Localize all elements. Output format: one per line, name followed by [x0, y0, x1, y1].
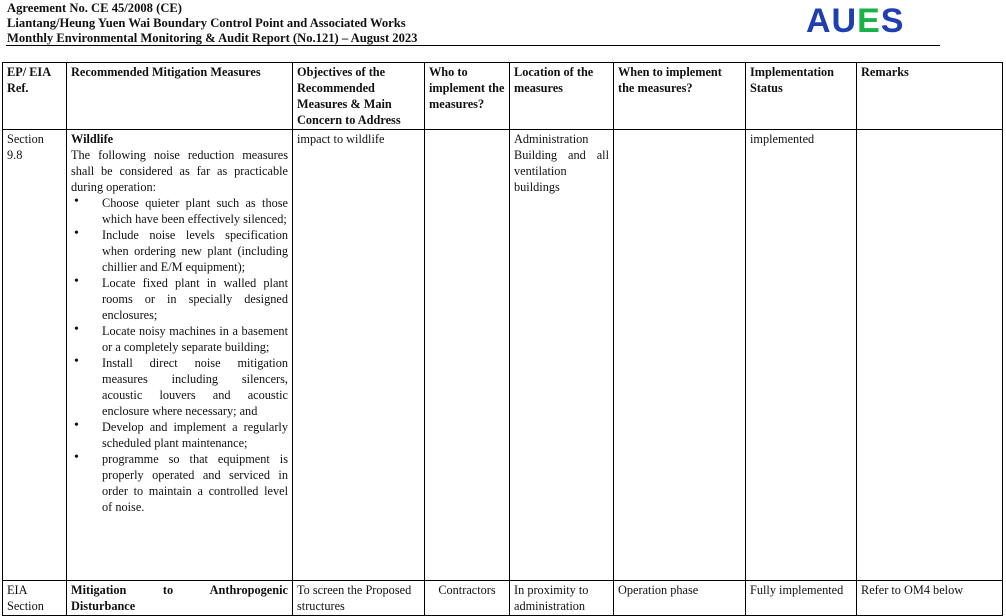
measure-intro: The following noise reduction measures shall be considered as far as practicable during operation:: [71, 148, 288, 194]
col-header-ref: EP/ EIA Ref.: [3, 63, 67, 130]
cell-when: Operation phase: [614, 581, 746, 616]
title-word: Anthropogenic: [209, 583, 288, 597]
measure-title-line: [71, 582, 288, 598]
list-item: • Locate fixed plant in walled plant rooms or in specially designed enclosures;: [71, 275, 288, 323]
cell-when: [614, 130, 746, 581]
col-header-remarks: Remarks: [857, 63, 1003, 130]
ref-line: Section: [7, 599, 44, 613]
cell-who: Contractors: [425, 581, 510, 616]
aues-logo: [806, 2, 904, 40]
list-item: • Locate noisy machines in a basement or a completely separate building;: [71, 323, 288, 355]
cell-remarks: [857, 130, 1003, 581]
document-header: [7, 1, 417, 46]
mitigation-measures-table: [2, 62, 1003, 616]
cell-ref: Section 9.8: [3, 130, 67, 581]
title-word: Mitigation: [71, 583, 127, 597]
measure-bullet-list: [71, 195, 288, 515]
list-item: • Include noise levels specification when ordering new plant (including chillier and E/M equipment);: [71, 227, 288, 275]
col-header-measures: Recommended Mitigation Measures: [67, 63, 293, 130]
header-divider: [6, 45, 940, 46]
logo-part-au: AU: [806, 2, 858, 40]
list-item: • programme so that equipment is properly operated and serviced in order to maintain a controlled level of noise.: [71, 451, 288, 515]
report-title: Monthly Environmental Monitoring & Audit Report (No.121) – August 2023: [7, 31, 418, 45]
measure-title-line: Disturbance: [71, 599, 136, 613]
cell-remarks: Refer to OM4 below: [857, 581, 1003, 616]
table-row-anthropogenic: [3, 581, 1003, 616]
logo-part-e: E: [857, 2, 881, 40]
cell-location: Administration Building and all ventilation buildings: [510, 130, 614, 581]
col-header-objectives: Objectives of the Recommended Measures & Main Concern to Address: [293, 63, 425, 130]
table-row-wildlife: [3, 130, 1003, 581]
cell-objectives: impact to wildlife: [293, 130, 425, 581]
col-header-status: Implementation Status: [746, 63, 857, 130]
project-title: Liantang/Heung Yuen Wai Boundary Control Point and Associated Works: [7, 16, 406, 30]
cell-measures: [67, 130, 293, 581]
cell-location: In proximity to administration: [510, 581, 614, 616]
cell-who: [425, 130, 510, 581]
cell-ref: [3, 581, 67, 616]
cell-status: Fully implemented: [746, 581, 857, 616]
title-word: to: [162, 583, 174, 597]
list-item: • Choose quieter plant such as those which have been effectively silenced;: [71, 195, 288, 227]
col-header-who: Who to implement the measures?: [425, 63, 510, 130]
cell-measures: [67, 581, 293, 616]
logo-part-s: S: [880, 2, 905, 40]
list-item: • Develop and implement a regularly scheduled plant maintenance;: [71, 419, 288, 451]
table-header-row: [3, 63, 1003, 130]
ref-line: EIA: [7, 583, 28, 597]
col-header-when: When to implement the measures?: [614, 63, 746, 130]
measure-title: Wildlife: [71, 132, 114, 146]
cell-status: implemented: [746, 130, 857, 581]
col-header-location: Location of the measures: [510, 63, 614, 130]
cell-objectives: To screen the Proposed structures: [293, 581, 425, 616]
agreement-number: Agreement No. CE 45/2008 (CE): [7, 1, 183, 15]
list-item: • Install direct noise mitigation measures including silencers, acoustic louvers and acoustic enclosure where necessary; and: [71, 355, 288, 419]
